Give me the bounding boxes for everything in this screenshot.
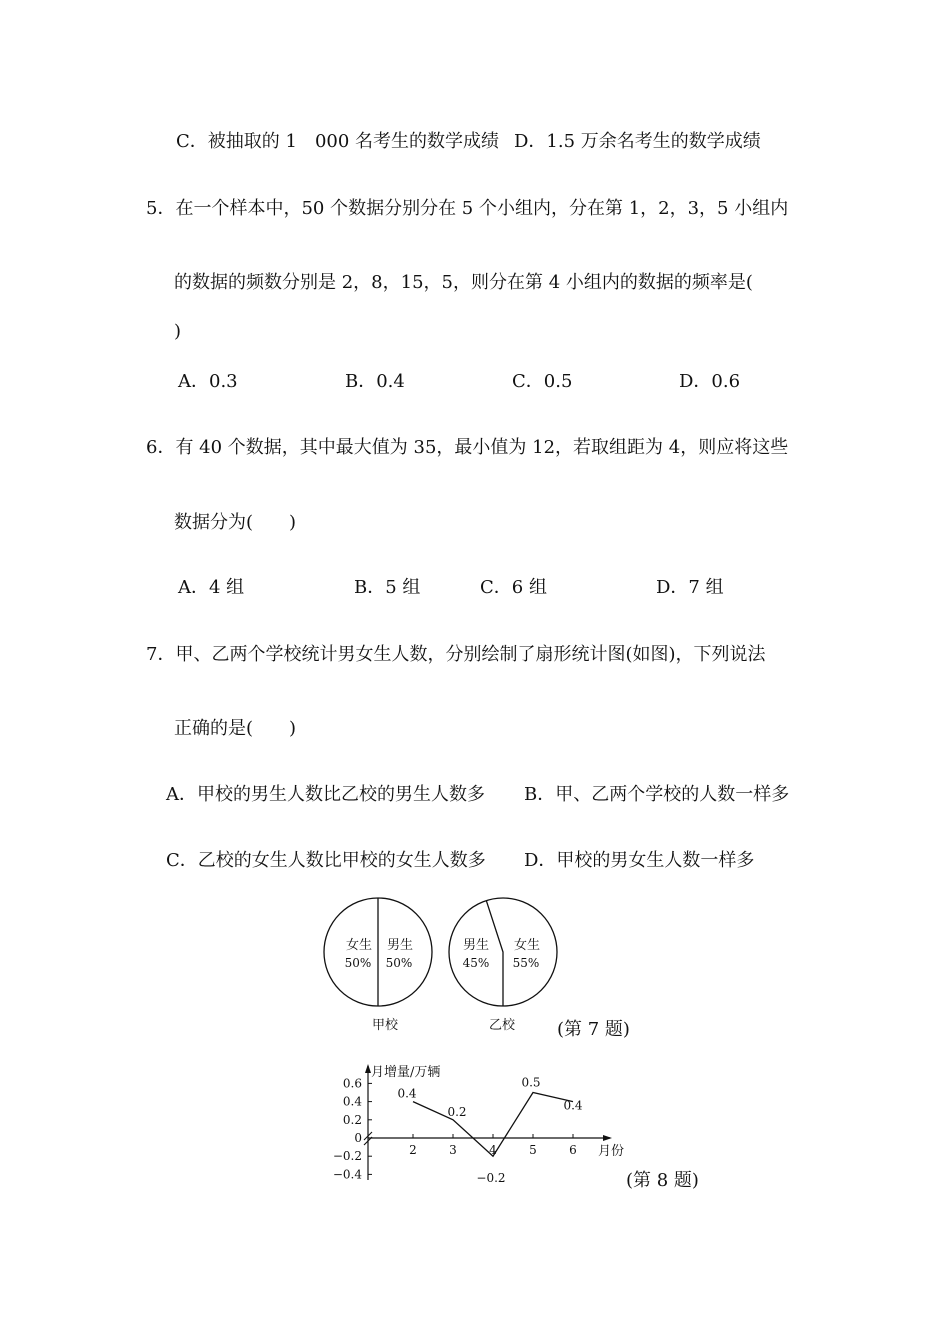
chart8-axes [333,1064,624,1181]
q6-option-b: B．5 组 [354,577,421,598]
q5-option-a: A．0.3 [178,371,238,392]
chart8-marks [397,1076,582,1186]
chart8-x-tick-label: 5 [529,1143,537,1157]
chart8-x-label: 月份 [598,1144,625,1159]
chart8-data-label: 0.4 [563,1098,583,1113]
chart8-x-tick-label: 2 [409,1143,417,1157]
pie-yi-left-label: 男生 [462,938,490,953]
pie-yi-left-pct: 45% [462,956,490,970]
chart8-data-label: −0.2 [476,1171,506,1186]
chart8-x-tick-label: 6 [569,1143,577,1157]
pie-jia-right-pct: 50% [385,956,413,970]
q5-option-d: D．0.6 [679,371,741,392]
q6-option-c: C．6 组 [480,577,547,598]
q7-option-b: B．甲、乙两个学校的人数一样多 [524,784,790,805]
figure-8-caption: (第 8 题) [626,1170,699,1191]
chart8-y-tick-label: 0 [354,1131,362,1145]
chart8-x-tick-label: 3 [449,1143,457,1157]
chart8-data-label: 0.5 [521,1075,541,1090]
q7-option-a: A．甲校的男生人数比乙校的男生人数多 [166,784,485,805]
pie-yi-right-label: 女生 [513,938,541,953]
q7-stem-line2: 正确的是( ) [174,718,297,739]
q5-stem-line2: 的数据的频数分别是 2，8，15，5，则分在第 4 小组内的数据的频率是( [174,272,753,293]
q4-option-c: C．被抽取的 1 000 名考生的数学成绩 [176,131,500,152]
chart8-y-label: 月增量/万辆 [371,1065,441,1080]
chart8-data-label: 0.2 [447,1104,467,1119]
pie-yi-name: 乙校 [488,1018,516,1033]
q7-option-c: C．乙校的女生人数比甲校的女生人数多 [166,850,486,871]
chart8-x-arrow [603,1135,612,1141]
chart8-x-tick-label: 4 [489,1143,497,1157]
q7-stem-line1: 7．甲、乙两个学校统计男女生人数，分别绘制了扇形统计图(如图)，下列说法 [146,644,766,665]
pie-jia-right-label: 男生 [386,938,414,953]
pie-jia-left-pct: 50% [344,956,372,970]
pie-jia-left-label: 女生 [345,938,373,953]
chart8-y-tick-label: −0.4 [332,1167,362,1182]
q7-option-d: D．甲校的男女生人数一样多 [524,850,755,871]
chart8-y-tick-label: 0.2 [342,1112,362,1127]
q4-option-d: D．1.5 万余名考生的数学成绩 [514,131,761,152]
q5-option-b: B．0.4 [345,371,405,392]
chart8-y-tick-label: −0.2 [332,1149,362,1164]
q6-option-d: D．7 组 [656,577,724,598]
q6-option-a: A．4 组 [178,577,245,598]
q5-option-c: C．0.5 [512,371,573,392]
chart8-y-tick-label: 0.4 [342,1094,362,1109]
q6-stem-line1: 6．有 40 个数据，其中最大值为 35，最小值为 12，若取组距为 4，则应将这些 [146,437,789,458]
pie-jia-name: 甲校 [371,1018,399,1033]
q5-stem-line1: 5．在一个样本中，50 个数据分别分在 5 个小组内，分在第 1，2，3，5 小组内 [146,198,789,219]
chart8-y-tick-label: 0.6 [342,1076,362,1091]
figure-7-caption: (第 7 题) [557,1019,630,1040]
pie-yi-right-pct: 55% [512,956,540,970]
chart8-data-label: 0.4 [397,1086,417,1101]
q5-stem-line3: ) [174,321,182,342]
q6-stem-line2: 数据分为( ) [174,512,297,533]
